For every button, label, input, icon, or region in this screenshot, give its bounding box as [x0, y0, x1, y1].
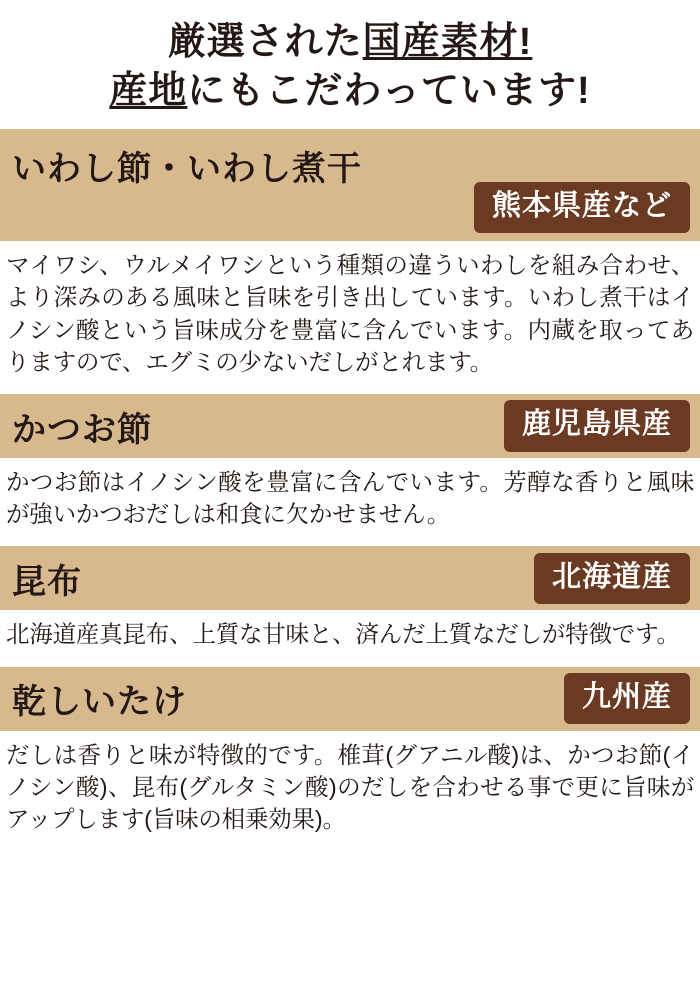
section-body-katsuobushi [0, 458, 700, 540]
section-description: マイワシ、ウルメイワシという種類の違ういわしを組み合わせ、より深みのある風味と旨味を引き出しています。いわし煮干はイノシン酸という旨味成分を豊富に含んでいます。内蔵を取ってありますので、エグミの少ないだしがとれます。 [6, 252, 694, 375]
section-hoshishiitake [0, 667, 700, 846]
section-description: かつお節はイノシン酸を豊富に含んでいます。芳醇な香りと風味が強いかつおだしは和食に欠かせません。 [6, 469, 694, 528]
section-header-hoshishiitake [0, 667, 700, 731]
origin-badge: 九州産 [564, 673, 690, 724]
section-katsuobushi [0, 394, 700, 540]
origin-badge: 熊本県産など [474, 182, 690, 233]
header-line-1 [14, 18, 686, 67]
section-header-konbu [0, 546, 700, 610]
header-line-2-underlined: 産地 [109, 69, 188, 112]
header-line-2-suffix: にもこだわっています! [187, 69, 591, 112]
section-header-iwashi [0, 129, 700, 241]
section-title: 昆布 [12, 562, 82, 601]
section-description: だしは香りと味が特徴的です。椎茸(グアニル酸)は、かつお節(イノシン酸)、昆布(グルタミン酸)のだしを合わせる事で更に旨味がアップします(旨味の相乗効果)。 [6, 741, 694, 832]
header-line-1-underlined: 国産素材! [362, 21, 533, 63]
section-iwashi [0, 129, 700, 388]
header-line-1-prefix: 厳選された [167, 21, 363, 63]
section-description: 北海道産真昆布、上質な甘味と、済んだ上質なだしが特徴です。 [6, 621, 680, 648]
section-body-konbu [0, 610, 700, 660]
section-title: いわし節・いわし煮干 [12, 150, 362, 189]
section-title: 乾しいたけ [12, 683, 187, 722]
section-body-iwashi [0, 241, 700, 388]
section-title: かつお節 [12, 410, 152, 449]
section-body-hoshishiitake [0, 731, 700, 846]
origin-badge: 北海道産 [534, 553, 690, 604]
header-line-2 [14, 67, 686, 116]
section-konbu [0, 546, 700, 660]
origin-badge: 鹿児島県産 [504, 400, 690, 451]
page-header [0, 0, 700, 129]
section-header-katsuobushi [0, 394, 700, 458]
